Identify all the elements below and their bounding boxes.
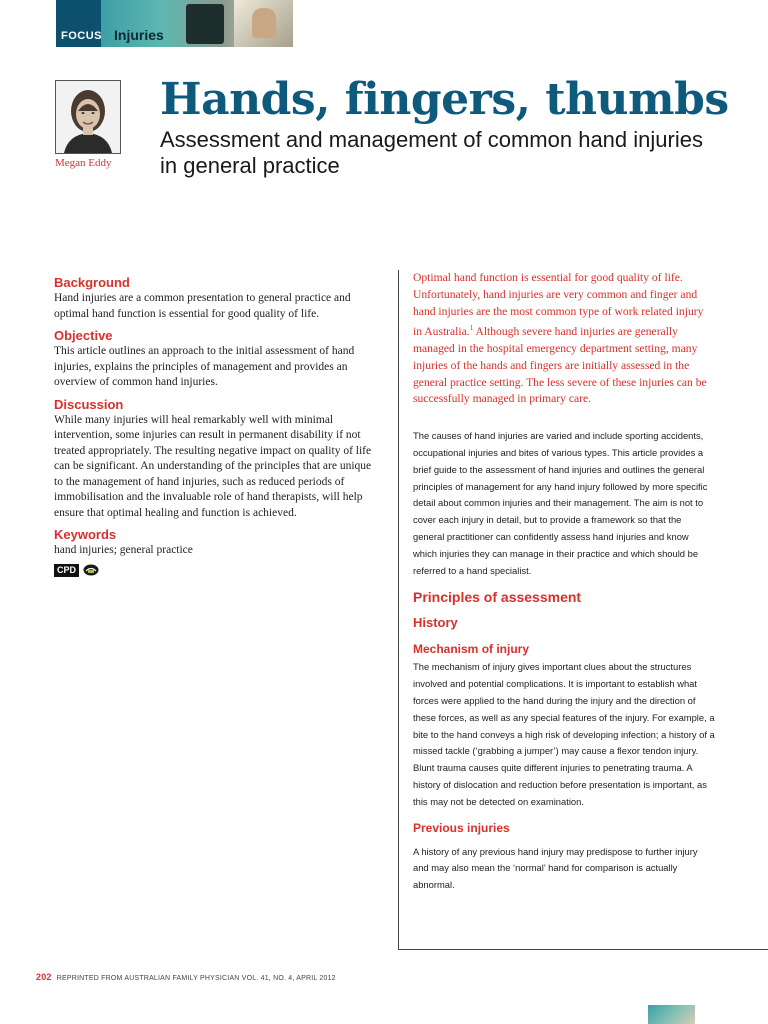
- abstract-column: [54, 274, 374, 577]
- background-heading: Background: [54, 275, 130, 290]
- author-name: Megan Eddy: [55, 157, 112, 169]
- previous-injuries-paragraph: A history of any previous hand injury may predispose to further injury and may also mean the ‘normal’ hand for comparison is actually abnormal.: [413, 845, 698, 891]
- objective-heading: Objective: [54, 328, 113, 343]
- discussion-text: While many injuries will heal remarkably well with minimal intervention, some injuries can result in permanent disability if not treated appropriately. The resulting negative impact on quality of life can be significant. An understanding of the principles that are unique to the management of hand injuries, such as reduced periods of immobilisation and the invaluable role of hand therapists, will help ensure that optimal healing and function is achieved.: [54, 413, 372, 519]
- corner-thumbnail: [648, 1005, 695, 1024]
- reference-marker: 1: [469, 324, 474, 333]
- learning-icon: [83, 564, 99, 576]
- mechanism-paragraph: The mechanism of injury gives important clues about the structures involved and potential complications. It is important to establish what forces were applied to the hand during the injury and the direction of these forces, as well as any special features of the injury. For example, a bite to the hand conveys a high risk of developing infection; a history of a missed tackle (‘grabbing a jumper’) may cause a flexor tendon injury. Blunt trauma causes quite different injuries to penetrating trauma. A history of dislocation and reduction before presentation is important, as this may not be detected on examination.: [413, 661, 715, 807]
- banner-photo: [252, 8, 276, 38]
- principles-heading: Principles of assessment: [413, 589, 582, 606]
- article-title: Hands, fingers, thumbs: [160, 74, 729, 125]
- background-text: Hand injuries are a common presentation to general practice and optimal hand function is essential for good quality of life.: [54, 292, 351, 320]
- section-banner: [56, 0, 293, 47]
- page-footer: [36, 972, 336, 982]
- author-portrait-icon: [56, 81, 120, 153]
- author-photo: [55, 80, 121, 154]
- causes-paragraph: The causes of hand injuries are varied and include sporting accidents, occupational injuries and bites of various types. This article provides a brief guide to the assessment of hand injuries and outlines the general principles of management for any hand injury followed by more specific detail about common injuries and their management. The aim is not to cover each injury in detail, but to provide a framework so that the general practitioner can confidently assess hand injuries and know which injuries they can manage in their practice and which should be referred to a hand specialist.: [413, 430, 708, 576]
- mechanism-heading: Mechanism of injury: [413, 642, 530, 657]
- banner-photo: [186, 4, 224, 44]
- column-bottom-rule: [398, 949, 768, 950]
- article-subtitle: Assessment and management of common hand injuries in general practice: [160, 127, 703, 178]
- objective-text: This article outlines an approach to the initial assessment of hand injuries, explains the principles of management and provides an overview of common hand injuries.: [54, 345, 355, 388]
- keywords-heading: Keywords: [54, 527, 117, 542]
- intro-text: Optimal hand function is essential for good quality of life. Unfortunately, hand injuries are very common and finger and hand injuries are the most common type of work related injury in Australia.: [413, 271, 704, 339]
- section-label: Injuries: [114, 27, 164, 43]
- previous-injuries-heading: Previous injuries: [413, 820, 510, 835]
- keywords-text: hand injuries; general practice: [54, 544, 193, 556]
- column-divider: [398, 270, 399, 950]
- body-column: [413, 270, 715, 894]
- discussion-heading: Discussion: [54, 396, 124, 412]
- intro-text-continued: Although severe hand injuries are generally managed in the hospital emergency department setting, many injuries of the hands and fingers are initially assessed in the general practice setting. The less severe of these injuries can be successfully managed in primary care.: [413, 325, 707, 406]
- intro-paragraph: [413, 270, 715, 408]
- history-heading: History: [413, 615, 458, 631]
- page-number: 202: [36, 972, 52, 982]
- cpd-icons: [54, 564, 374, 577]
- cpd-badge: CPD: [54, 564, 79, 577]
- focus-label: FOCUS: [61, 30, 102, 42]
- citation: REPRINTED FROM AUSTRALIAN FAMILY PHYSICIAN VOL. 41, NO. 4, APRIL 2012: [56, 975, 336, 982]
